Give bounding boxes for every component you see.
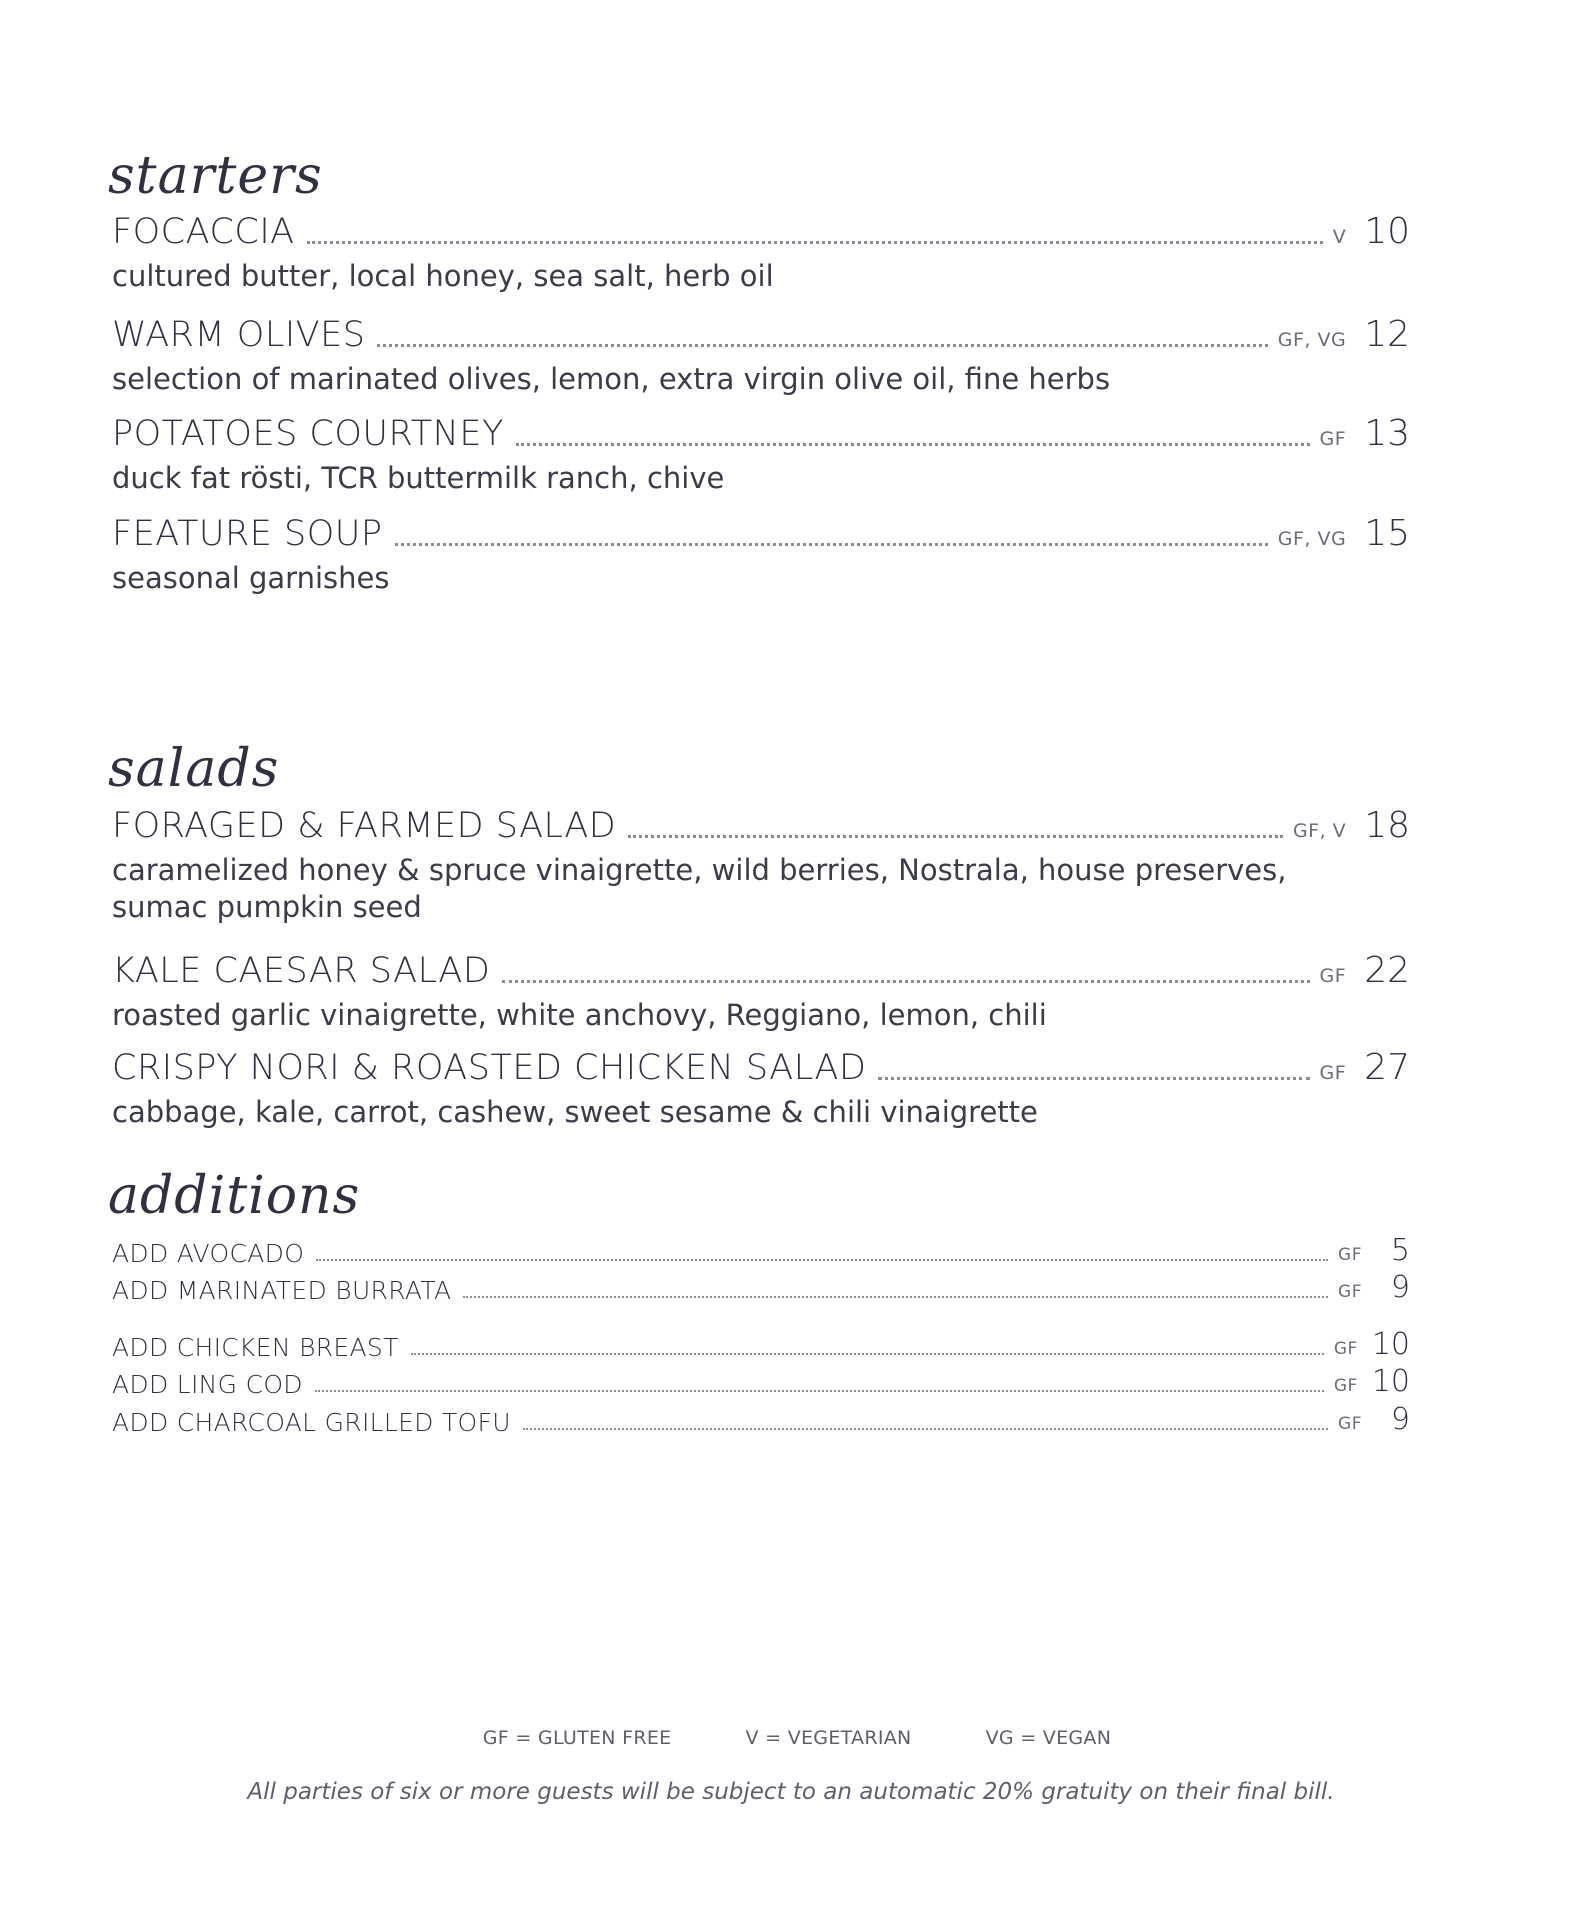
menu-item-description: cabbage, kale, carrot, cashew, sweet sesame & chili vinaigrette xyxy=(112,1094,1038,1129)
menu-item-price: 13 xyxy=(1364,413,1410,454)
menu-item-row xyxy=(112,951,1410,991)
menu-item-description: cultured butter, local honey, sea salt, herb oil xyxy=(112,258,774,293)
menu-item-foraged-farmed-salad xyxy=(112,806,1410,926)
menu-item-price: 22 xyxy=(1364,950,1410,991)
menu-item-crispy-nori-chicken-salad xyxy=(112,1048,1410,1131)
addition-name: ADD CHICKEN BREAST xyxy=(112,1332,399,1362)
dot-leader xyxy=(411,1352,1324,1355)
dietary-tags: GF xyxy=(1333,1339,1358,1359)
dot-leader xyxy=(516,442,1310,446)
menu-item-potatoes-courtney xyxy=(112,414,1410,497)
menu-item-row xyxy=(112,514,1410,554)
menu-item-price: 10 xyxy=(1364,211,1410,252)
menu-item-focaccia xyxy=(112,212,1410,295)
gratuity-footnote: All parties of six or more guests will be subject to an automatic 20% gratuity on their final bill. xyxy=(247,1779,1335,1805)
menu-item-description: selection of marinated olives, lemon, extra virgin olive oil, fine herbs xyxy=(112,361,1111,396)
dietary-tags: GF xyxy=(1319,964,1347,987)
menu-item-name: FORAGED & FARMED SALAD xyxy=(112,806,617,847)
menu-item-row xyxy=(112,212,1410,252)
dot-leader xyxy=(523,1427,1328,1430)
dot-leader xyxy=(502,979,1309,983)
section-title-additions: additions xyxy=(108,1166,361,1226)
dietary-tags: GF xyxy=(1338,1245,1362,1265)
dot-leader xyxy=(628,834,1283,838)
menu-item-description: seasonal garnishes xyxy=(112,560,390,595)
addition-item-burrata xyxy=(112,1271,1410,1304)
menu-item-feature-soup xyxy=(112,514,1410,597)
menu-item-name: FOCACCIA xyxy=(112,212,295,253)
addition-item-chicken-breast xyxy=(112,1328,1410,1361)
menu-item-price: 12 xyxy=(1364,314,1410,355)
dietary-tags: GF xyxy=(1338,1414,1362,1434)
legend-vegan: VG = VEGAN xyxy=(985,1727,1112,1749)
menu-item-name: FEATURE SOUP xyxy=(112,514,383,555)
dot-leader xyxy=(878,1076,1309,1080)
menu-item-row xyxy=(112,414,1410,454)
legend-gluten-free: GF = GLUTEN FREE xyxy=(482,1727,672,1749)
menu-item-name: CRISPY NORI & ROASTED CHICKEN SALAD xyxy=(112,1048,867,1089)
dietary-tags: GF xyxy=(1319,427,1347,450)
dot-leader xyxy=(395,542,1268,546)
legend-vegetarian: V = VEGETARIAN xyxy=(745,1727,912,1749)
menu-item-price: 18 xyxy=(1364,805,1410,846)
addition-item-grilled-tofu xyxy=(112,1403,1410,1436)
addition-price: 9 xyxy=(1390,1270,1410,1305)
dot-leader xyxy=(307,240,1323,244)
dietary-tags: V xyxy=(1332,225,1347,248)
addition-name: ADD LING COD xyxy=(112,1369,303,1399)
dietary-tags: GF xyxy=(1333,1376,1358,1396)
section-title-starters: starters xyxy=(108,146,323,206)
menu-item-description: duck fat rösti, TCR buttermilk ranch, chive xyxy=(112,460,725,495)
section-title-salads: salads xyxy=(108,739,280,799)
addition-row xyxy=(112,1271,1410,1304)
addition-price: 10 xyxy=(1371,1364,1410,1399)
dietary-tags: GF, VG xyxy=(1277,527,1347,550)
menu-item-name: POTATOES COURTNEY xyxy=(112,414,504,455)
menu-item-name: KALE CAESAR SALAD xyxy=(112,951,491,992)
addition-row xyxy=(112,1328,1410,1361)
menu-item-name: WARM OLIVES xyxy=(112,315,366,356)
menu-item-warm-olives xyxy=(112,315,1410,398)
menu-item-description: caramelized honey & spruce vinaigrette, wild berries, Nostrala, house preserves, sumac pumpkin seed xyxy=(112,852,1287,924)
dietary-tags: GF, VG xyxy=(1277,328,1347,351)
menu-item-price: 15 xyxy=(1364,513,1410,554)
addition-item-ling-cod xyxy=(112,1365,1410,1398)
menu-item-price: 27 xyxy=(1364,1047,1410,1088)
addition-price: 9 xyxy=(1390,1402,1410,1437)
dot-leader xyxy=(463,1295,1328,1298)
addition-name: ADD MARINATED BURRATA xyxy=(112,1275,452,1305)
dot-leader xyxy=(316,1258,1328,1261)
addition-row xyxy=(112,1234,1410,1267)
addition-price: 5 xyxy=(1390,1233,1410,1268)
menu-item-kale-caesar-salad xyxy=(112,951,1410,1034)
addition-price: 10 xyxy=(1371,1327,1410,1362)
dietary-legend xyxy=(0,1727,1582,1749)
dietary-tags: GF xyxy=(1319,1061,1347,1084)
addition-row xyxy=(112,1403,1410,1436)
dietary-tags: GF, V xyxy=(1292,819,1347,842)
addition-name: ADD CHARCOAL GRILLED TOFU xyxy=(112,1407,511,1437)
addition-row xyxy=(112,1365,1410,1398)
menu-item-description: roasted garlic vinaigrette, white anchovy, Reggiano, lemon, chili xyxy=(112,997,1047,1032)
addition-name: ADD AVOCADO xyxy=(112,1238,305,1268)
addition-item-avocado xyxy=(112,1234,1410,1267)
menu-item-row xyxy=(112,806,1410,846)
menu-item-row xyxy=(112,1048,1410,1088)
dot-leader xyxy=(315,1389,1324,1392)
menu-item-row xyxy=(112,315,1410,355)
dot-leader xyxy=(377,343,1267,347)
dietary-tags: GF xyxy=(1338,1282,1362,1302)
